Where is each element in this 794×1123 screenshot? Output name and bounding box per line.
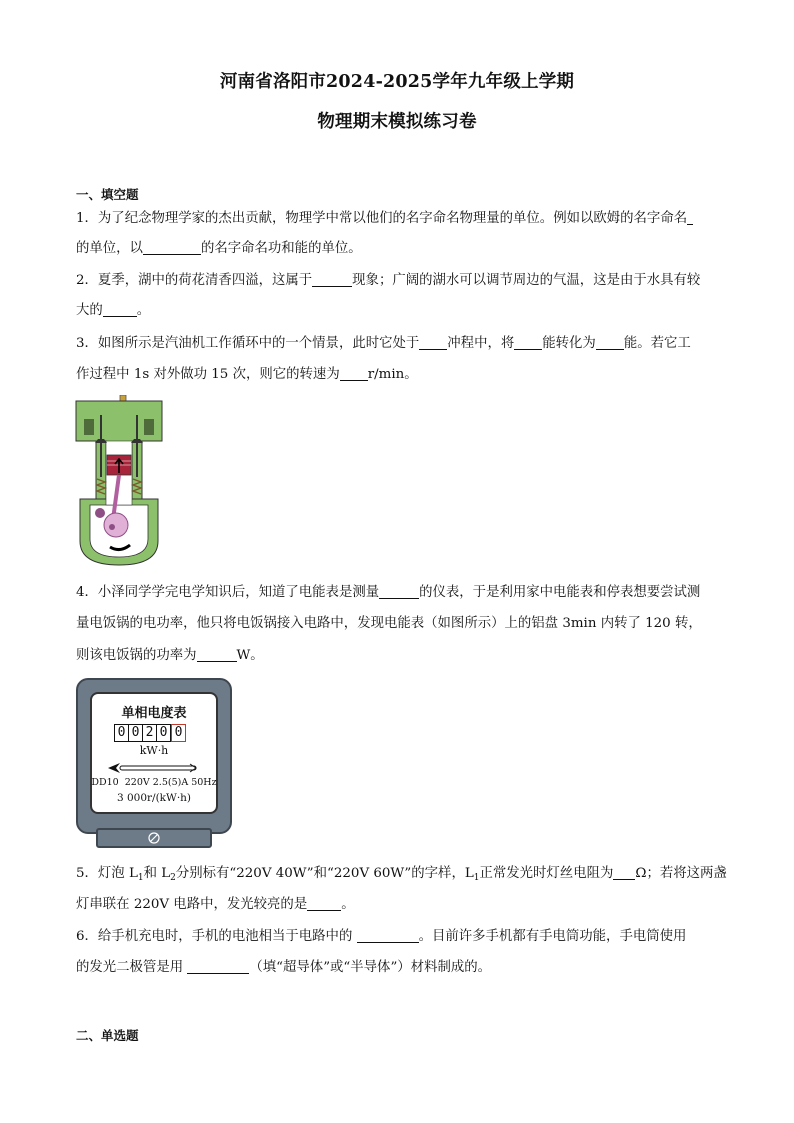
q4-line3: [76, 647, 264, 665]
q5-text-1: 5．灯泡 L: [76, 866, 138, 881]
meter-digit: 0: [129, 724, 143, 742]
q3-text-2: 冲程中，将: [447, 336, 515, 351]
q1-line2: [76, 240, 362, 258]
q3-blank-3[interactable]: [596, 335, 624, 350]
page-title-line1: 河南省洛阳市2024-2025学年九年级上学期: [219, 72, 575, 92]
subscript: 1: [473, 873, 480, 883]
meter-terminal-box: [96, 828, 212, 848]
q6-blank-1[interactable]: [357, 928, 419, 943]
q6-text-1: 6．给手机充电时，手机的电池相当于电路中的: [76, 929, 357, 944]
q1-line1: [76, 210, 693, 228]
meter-digit-display: [114, 724, 186, 742]
q3-text-3: 能转化为: [542, 336, 596, 351]
q5-text-5: Ω；若将这两盏: [635, 866, 727, 881]
subscript: 1: [137, 873, 144, 883]
q5-blank-2[interactable]: [307, 896, 341, 911]
q3-blank-4[interactable]: [340, 366, 368, 381]
q4-line1: [76, 584, 700, 602]
q2-blank-1[interactable]: [312, 272, 352, 287]
q4-text-3: 量电饭锅的电功率，他只将电饭锅接入电路中，发现电能表（如图所示）上的铝盘 3min 内转了 120 转，: [76, 616, 702, 631]
q2-text-1: 2．夏季，湖中的荷花清香四溢，这属于: [76, 273, 313, 288]
q4-blank-2[interactable]: [197, 647, 237, 662]
q3-text-4: 能。若它工: [623, 336, 691, 351]
q6-line2: [76, 959, 491, 977]
meter-disc-arrow-icon: [106, 762, 202, 774]
meter-unit: kW·h: [139, 744, 169, 757]
q3-text-6: r/min。: [367, 367, 418, 382]
q6-blank-2[interactable]: [187, 959, 249, 974]
section-heading-fill-blank: 一、填空题: [76, 187, 139, 202]
meter-digit: 0: [157, 724, 171, 742]
q6-line1: [76, 928, 686, 946]
meter-rate: 3 000r/(kW·h): [116, 792, 192, 804]
q4-blank-1[interactable]: [379, 584, 419, 599]
q2-text-4: 。: [136, 303, 151, 318]
q5-line1: [76, 865, 727, 883]
page-title-line2: 物理期末模拟练习卷: [317, 112, 477, 132]
crankshaft: [104, 513, 128, 537]
q6-text-3: 的发光二极管是用: [76, 960, 188, 975]
q2-blank-2[interactable]: [103, 302, 137, 317]
meter-digit-decimal: 0: [171, 724, 186, 742]
q2-text-3: 大的: [76, 303, 103, 318]
electric-meter-figure: [74, 678, 232, 850]
q3-line2: [76, 366, 418, 384]
q4-line2: [76, 615, 702, 633]
subscript: 2: [170, 873, 176, 883]
terminal-screw-icon: [148, 832, 160, 844]
q4-text-5: W。: [236, 648, 264, 663]
gasoline-engine-figure: [74, 395, 164, 567]
q5-line2: [76, 896, 355, 914]
section-heading-single-choice: 二、单选题: [76, 1028, 139, 1043]
q4-text-2: 的仪表，于是利用家中电能表和停表想要尝试测: [419, 585, 701, 600]
q3-text-1: 3．如图所示是汽油机工作循环中的一个情景，此时它处于: [76, 336, 420, 351]
q5-blank-1[interactable]: [613, 865, 635, 880]
q6-text-4: （填“超导体”或“半导体”）材料制成的。: [249, 960, 492, 975]
q5-text-3: 分别标有“220V 40W”和“220V 60W”的字样，L: [175, 866, 474, 881]
q5-text-6: 灯串联在 220V 电路中，发光较亮的是: [76, 897, 308, 912]
q2-line2: [76, 302, 150, 320]
q1-blank-1[interactable]: [687, 210, 693, 225]
q5-text-7: 。: [341, 897, 355, 912]
q3-text-5: 作过程中 1s 对外做功 15 次，则它的转速为: [76, 367, 340, 382]
q5-text-2: 和 L: [143, 866, 171, 881]
q1-text-2: 的单位，以: [76, 241, 143, 256]
q3-line1: [76, 335, 691, 353]
meter-digit: 0: [114, 724, 129, 742]
q2-line1: [76, 272, 700, 290]
q1-blank-2[interactable]: [143, 240, 201, 255]
q3-blank-2[interactable]: [514, 335, 542, 350]
q2-text-2: 现象；广阔的湖水可以调节周边的气温，这是由于水具有较: [352, 273, 701, 288]
q1-text-1: 1．为了纪念物理学家的杰出贡献，物理学中常以他们的名字命名物理量的单位。例如以欧姆的名字命名: [76, 211, 688, 226]
meter-digit: 2: [143, 724, 157, 742]
q1-text-3: 的名字命名功和能的单位。: [200, 241, 362, 256]
meter-spec: DD10 220V 2.5(5)A 50Hz: [91, 777, 217, 788]
q3-blank-1[interactable]: [419, 335, 447, 350]
q5-text-4: 正常发光时灯丝电阻为: [479, 866, 614, 881]
meter-title: 单相电度表: [121, 706, 187, 721]
q6-text-2: 。目前许多手机都有手电筒功能，手电筒使用: [418, 929, 687, 944]
q4-text-4: 则该电饭锅的功率为: [76, 648, 197, 663]
q4-text-1: 4．小泽同学学完电学知识后，知道了电能表是测量: [76, 585, 380, 600]
